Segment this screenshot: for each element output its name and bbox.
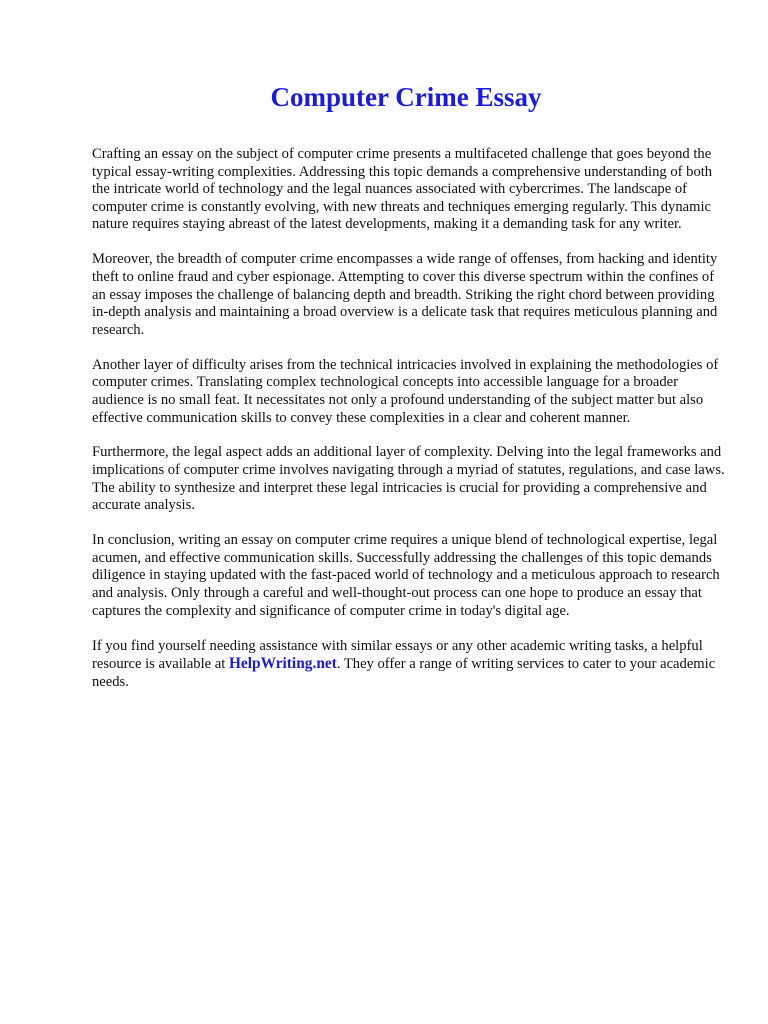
paragraph-2: Moreover, the breadth of computer crime encompasses a wide range of offenses, from hacking and identity theft to online fraud and cyber espionage. Attempting to cover this diverse spectrum within the confines of an essay imposes the challenge of balancing depth and breadth. Striking the right chord between providing in-depth analysis and maintaining a broad overview is a delicate task that requires meticulous planning and research. [92, 251, 718, 338]
paragraph-6-lead-text: If you find yourself needing assistance with similar essays or any other academic writing tasks, a helpful resource is available at [92, 637, 703, 673]
paragraph-6-tail-text: . They offer a range of writing services to cater to your academic needs. [92, 656, 716, 690]
helpwriting-link[interactable]: HelpWriting.net [228, 655, 337, 673]
paragraph-5: In conclusion, writing an essay on computer crime requires a unique blend of technological expertise, legal acumen, and effective communication skills. Successfully addressing the challenges of this topic demands diligence in staying updated with the fast-paced world of technology and a meticulous approach to research and analysis. Only through a careful and well-thought-out process can one hope to produce an essay that captures the complexity and significance of computer crime in today's digital age. [92, 532, 720, 619]
page-title: Computer Crime Essay [270, 82, 542, 112]
paragraph-1: Crafting an essay on the subject of computer crime presents a multifaceted challenge that goes beyond the typical essay-writing complexities. Addressing this topic demands a comprehensive understanding of both the intricate world of technology and the legal nuances associated with cybercrimes. The landscape of computer crime is constantly evolving, with new threats and techniques emerging regularly. This dynamic nature requires staying abreast of the latest developments, making it a demanding task for any writer. [92, 146, 713, 233]
paragraph-3: Another layer of difficulty arises from the technical intricacies involved in explaining the methodologies of computer crimes. Translating complex technological concepts into accessible language for a broader audience is no small feat. It necessitates not only a profound understanding of the subject matter but also effective communication skills to convey these complexities in a clear and coherent manner. [92, 356, 719, 426]
paragraph-4: Furthermore, the legal aspect adds an additional layer of complexity. Delving into the legal frameworks and implications of computer crime involves navigating through a myriad of statutes, regulations, and case laws. The ability to synthesize and interpret these legal intricacies is crucial for providing a comprehensive and accurate analysis. [92, 444, 725, 514]
essay-body [92, 146, 727, 709]
paragraph-6 [92, 638, 727, 692]
